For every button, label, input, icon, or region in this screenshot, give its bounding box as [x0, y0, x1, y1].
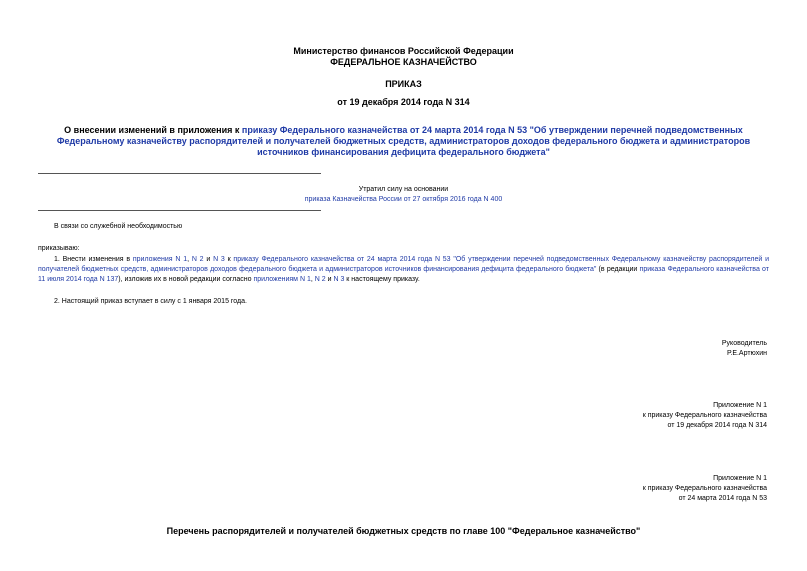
p1-link-order137[interactable]: приказа Федерального казначейства от 11 июля 2014 года N 137	[38, 266, 770, 283]
document-type: ПРИКАЗ	[385, 79, 422, 89]
title-link[interactable]: приказу Федерального казначейства от 24 марта 2014 года N 53 "Об утверждении перечней подведомственных Федеральному казначейству распорядителей и получателей бюджетных средств, администраторов доходов федерального бюджета и администраторов источников финансирования дефицита федерального бюджета"	[56, 125, 751, 157]
treasury-name: ФЕДЕРАЛЬНОЕ КАЗНАЧЕЙСТВО	[330, 57, 477, 67]
p1-text-g: ,	[310, 276, 315, 283]
p1-link-appendix3[interactable]: N 3	[213, 256, 225, 263]
appendix2-title: Приложение N 1	[713, 475, 767, 482]
p1-link-appendices1[interactable]: приложениям N 1	[253, 276, 311, 283]
p1-text-c: и	[203, 256, 214, 263]
paragraph-2: 2. Настоящий приказ вступает в силу с 1 января 2015 года.	[54, 298, 247, 305]
document-title	[55, 125, 752, 158]
ministry-name: Министерство финансов Российской Федерации	[293, 46, 514, 56]
appendix2-ref: к приказу Федерального казначейства	[642, 485, 767, 492]
appendix2-date: от 24 марта 2014 года N 53	[678, 495, 767, 502]
signature-name: Р.Е.Артюхин	[727, 350, 767, 357]
title-prefix: О внесении изменений в приложения к	[64, 125, 242, 135]
p1-link-appendices3[interactable]: N 3	[333, 276, 345, 283]
p1-link-appendix1[interactable]: приложения N 1	[132, 256, 188, 263]
p1-text-b: ,	[187, 256, 192, 263]
p1-text-a: 1. Внести изменения в	[54, 256, 133, 263]
appendix1-date: от 19 декабря 2014 года N 314	[667, 422, 767, 429]
p1-link-appendix2[interactable]: N 2	[191, 256, 204, 263]
document-date: от 19 декабря 2014 года N 314	[337, 97, 470, 107]
appendix1-title: Приложение N 1	[713, 402, 767, 409]
divider-top	[38, 173, 321, 174]
paragraph-1	[38, 255, 769, 285]
p1-text-i: к настоящему приказу.	[344, 276, 420, 283]
p1-text-h: и	[325, 276, 334, 283]
appendix1-ref: к приказу Федерального казначейства	[642, 412, 767, 419]
repeal-notice-link[interactable]: приказа Казначейства России от 27 октября 2016 года N 400	[304, 196, 503, 203]
signature-position: Руководитель	[721, 340, 767, 347]
repeal-notice-line1: Утратил силу на основании	[358, 186, 449, 193]
order-word: приказываю:	[38, 245, 80, 252]
p1-link-appendices2[interactable]: N 2	[314, 276, 326, 283]
p1-link-order53[interactable]: приказу Федерального казначейства от 24 марта 2014 года N 53 "Об утверждении перечней подведомственных Федеральному казначейству распорядителей и получателей бюджетных средств, администраторов доходов федерального бюджета и администраторов источников финансирования дефицита федерального бюджета"	[38, 256, 769, 273]
list-title: Перечень распорядителей и получателей бюджетных средств по главе 100 "Федеральное казначейство"	[166, 526, 641, 536]
p1-text-f: ), изложив их в новой редакции согласно	[118, 276, 254, 283]
divider-bottom	[38, 210, 321, 211]
p1-text-e: (в редакции	[596, 266, 640, 273]
p1-text-d: к	[224, 256, 234, 263]
intro-text: В связи со служебной необходимостью	[54, 223, 183, 230]
